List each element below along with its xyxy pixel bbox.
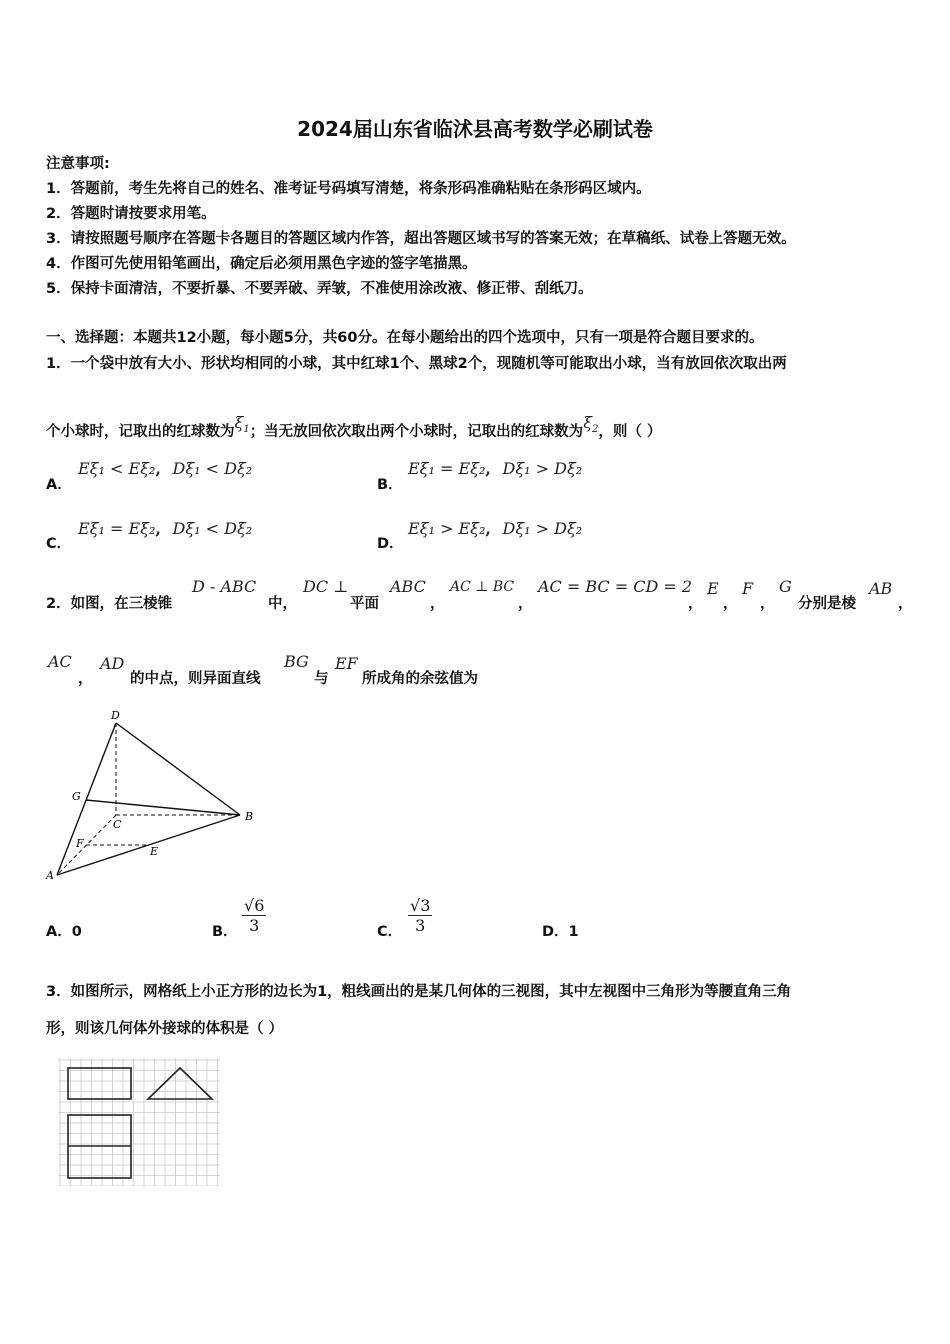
q2-text: 所成角的余弦值为 — [362, 671, 478, 687]
q2-math: EF — [335, 654, 358, 673]
xi2-symbol: $\xi_2$ — [583, 413, 599, 436]
q2-math: AC — [48, 652, 72, 671]
segment-GB — [86, 800, 240, 815]
q2-stem-prefix: 2．如图，在三棱锥 — [46, 596, 173, 612]
label-C: C — [113, 818, 122, 831]
q1-stem-line2: 个小球时，记取出的红球数为$\xi_1$；当无放回依次取出两个小球时，记取出的红球数为$\xi_2$，则（ ） — [46, 413, 662, 440]
q2-math: DC ⊥ — [303, 577, 349, 596]
tetrahedron-figure — [40, 705, 270, 885]
section-heading: 一、选择题：本题共12小题，每小题5分，共60分。在每小题给出的四个选项中，只有一项是符合题目要求的。 — [46, 330, 764, 346]
notice-item: 1．答题前，考生先将自己的姓名、准考证号码填写清楚，将条形码准确粘贴在条形码区域内。 — [46, 181, 651, 197]
notice-item: 3．请按照题号顺序在答题卡各题目的答题区域内作答，超出答题区域书写的答案无效；在草稿纸、试卷上答题无效。 — [46, 231, 796, 247]
q1-stem-line1: 1．一个袋中放有大小、形状均相同的小球，其中红球1个、黑球2个，现随机等可能取出小球，当有放回依次取出两 — [46, 356, 787, 372]
q2-option-a: A．0 — [46, 924, 82, 940]
edge-DA — [57, 723, 116, 875]
q2-option-b-fraction: $\frac{√6}{3}$ — [244, 896, 265, 935]
q2-text: 的中点，则异面直线 — [130, 671, 261, 687]
side-view — [148, 1068, 212, 1099]
label-D: D — [111, 709, 120, 722]
notice-item: 2．答题时请按要求用笔。 — [46, 206, 216, 222]
q2-option-c: C． — [377, 924, 403, 940]
q3-stem-line1: 3．如图所示，网格纸上小正方形的边长为1，粗线画出的是某几何体的三视图，其中左视图中三角形为等腰直角三角 — [46, 984, 792, 1000]
q1-option-b-expr: Eξ₁ = Eξ₂, Dξ₁ > Dξ₂ — [408, 459, 583, 478]
q1-option-b: B． — [377, 477, 403, 493]
q2-text: 平面 — [350, 596, 379, 612]
q2-text: 与 — [314, 671, 329, 687]
notice-heading: 注意事项: — [46, 156, 110, 172]
q3-stem-line2: 形，则该几何体外接球的体积是（ ） — [46, 1021, 284, 1037]
q1-option-d: D． — [377, 536, 404, 552]
q2-option-d: D．1 — [542, 924, 579, 940]
q2-text: 分别是棱 — [798, 596, 856, 612]
q2-option-c-fraction: $\frac{√3}{3}$ — [410, 896, 431, 935]
q1-option-c-expr: Eξ₁ = Eξ₂, Dξ₁ < Dξ₂ — [78, 519, 253, 538]
q2-math: D - ABC — [192, 577, 257, 596]
edge-DB — [116, 723, 240, 815]
edge-AB — [57, 815, 240, 875]
label-B: B — [245, 810, 254, 823]
q1-option-a-expr: Eξ₁ < Eξ₂, Dξ₁ < Dξ₂ — [78, 459, 253, 478]
label-F: F — [76, 837, 84, 850]
page-title: 2024届山东省临沭县高考数学必刷试卷 — [297, 117, 653, 141]
q2-math: AC ⊥ BC — [450, 579, 515, 595]
label-G: G — [72, 790, 81, 803]
q2-math: AB — [869, 579, 893, 598]
q2-math: ABC — [390, 577, 426, 596]
q2-math: BG — [284, 652, 309, 671]
q1-option-c: C． — [46, 536, 72, 552]
q2-math: G — [779, 577, 792, 596]
notice-item: 4．作图可先使用铅笔画出，确定后必须用黑色字迹的签字笔描黑。 — [46, 256, 477, 272]
q2-text: 中， — [268, 596, 297, 612]
xi1-symbol: $\xi_1$ — [234, 413, 250, 436]
q2-math: AD — [100, 654, 125, 673]
q2-option-b: B． — [212, 924, 238, 940]
notice-item: 5．保持卡面清洁，不要折暴、不要弄破、弄皱，不准使用涂改液、修正带、刮纸刀。 — [46, 281, 593, 297]
label-E: E — [150, 845, 159, 858]
q2-math: AC = BC = CD = 2 — [538, 577, 693, 596]
grid-lines — [58, 1058, 220, 1186]
q2-math: F — [742, 579, 754, 598]
q1-option-d-expr: Eξ₁ > Eξ₂, Dξ₁ > Dξ₂ — [408, 519, 583, 538]
front-view — [68, 1068, 131, 1099]
label-A: A — [46, 869, 54, 882]
q2-math: E — [707, 579, 719, 598]
three-view-grid-figure — [58, 1058, 220, 1186]
q1-option-a: A． — [46, 477, 72, 493]
